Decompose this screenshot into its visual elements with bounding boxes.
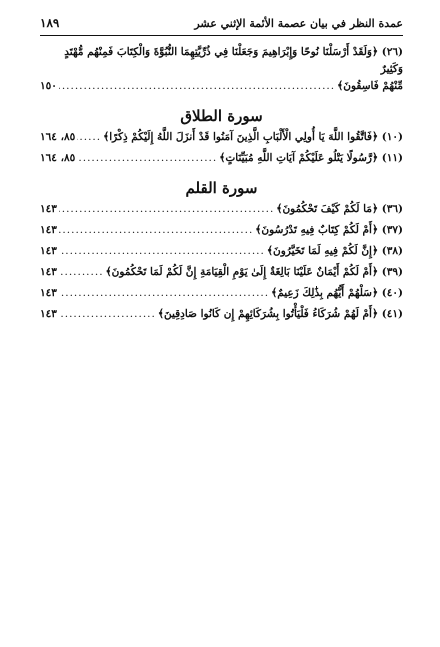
page-reference: ١٤٣ <box>40 266 57 278</box>
page-number: ١٨٩ <box>40 16 60 30</box>
verse-number: (١١) <box>381 152 403 164</box>
verse-text: ﴿أَمْ لَكُمْ كِتَابٌ فِيهِ تَدْرُسُونَ﴾ <box>255 224 379 236</box>
verse-text: ﴿فَاتَّقُوا اللَّهَ يَا أُولِي الْأَلْبَابِ الَّذِينَ آمَنُوا قَدْ أَنزَلَ اللَّهُ إِلَيْكُمْ ذِكْرًا﴾ <box>103 131 379 143</box>
verse-entry <box>40 129 403 146</box>
verse-text: ﴿أَمْ لَكُمْ أَيْمَانٌ عَلَيْنَا بَالِغَةٌ إِلَىٰ يَوْمِ الْقِيَامَةِ إِنَّ لَكُمْ لَمَا تَحْكُمُونَ﴾ <box>105 266 379 278</box>
verse-text: ﴿سَلْهُمْ أَيُّهُم بِذَٰلِكَ زَعِيمٌ﴾ <box>271 287 379 299</box>
surah-heading-talaq: سورة الطلاق <box>180 107 263 125</box>
verse-number: (٣٩) <box>381 266 403 278</box>
verse-text-line1: ﴿وَلَقَدْ أَرْسَلْنَا نُوحًا وَإِبْرَاهِيمَ وَجَعَلْنَا فِي ذُرِّيَّتِهِمَا النُّبُوَّةَ وَالْكِتَابَ فَمِنْهُم مُّهْتَدٍ وَكَثِيرٌ <box>64 46 403 75</box>
verse-entry <box>40 243 403 260</box>
page-reference: ١٤٣ <box>40 203 57 215</box>
dot-leader <box>77 129 101 146</box>
dot-leader <box>59 222 253 239</box>
verse-text: ﴿إِنَّ لَكُمْ فِيهِ لَمَا تَخَيَّرُونَ﴾ <box>266 245 379 257</box>
verse-number: (٣٨) <box>381 245 403 257</box>
dot-leader <box>59 243 265 260</box>
verse-entry <box>40 264 403 281</box>
page-reference: ١٤٣ <box>40 245 57 257</box>
verse-number: (٣٦) <box>381 203 403 215</box>
page-reference: ١٤٣ <box>40 308 57 320</box>
page-reference: ٨٥، ١٦٤ <box>40 131 76 143</box>
dot-leader <box>59 264 104 281</box>
header-title: عمدة النظر في بيان عصمة الأئمة الإثني عشر <box>194 17 403 30</box>
dot-leader <box>59 285 269 302</box>
verse-number: (١٠) <box>381 131 403 143</box>
verse-entry <box>40 201 403 218</box>
verse-entry <box>40 222 403 239</box>
verse-entry <box>40 285 403 302</box>
page-reference: ١٤٣ <box>40 224 57 236</box>
verse-number: (٣٧) <box>381 224 403 236</box>
page-reference: ٨٥، ١٦٤ <box>40 152 76 164</box>
verse-entry <box>40 150 403 167</box>
dot-leader <box>59 78 335 95</box>
page <box>40 16 403 323</box>
page-reference: ١٤٣ <box>40 287 57 299</box>
surah-heading-qalam: سورة القلم <box>185 179 258 197</box>
verse-text-line2: مِّنْهُمْ فَاسِقُونَ﴾ <box>337 80 403 92</box>
running-header <box>40 16 403 36</box>
page-reference: ١٥٠ <box>40 80 57 92</box>
dot-leader <box>59 306 156 323</box>
verse-text: ﴿أَمْ لَهُمْ شُرَكَاءُ فَلْيَأْتُوا بِشُرَكَائِهِمْ إِن كَانُوا صَادِقِينَ﴾ <box>157 308 379 320</box>
verse-number: (٤١) <box>381 308 403 320</box>
verse-text: ﴿مَا لَكُمْ كَيْفَ تَحْكُمُونَ﴾ <box>276 203 379 215</box>
verse-number: (٤٠) <box>381 287 403 299</box>
verse-entry-26 <box>40 44 403 95</box>
verse-number: (٢٦) <box>381 46 403 58</box>
dot-leader <box>77 150 217 167</box>
dot-leader <box>59 201 274 218</box>
verse-text: ﴿رَّسُولًا يَتْلُو عَلَيْكُمْ آيَاتِ اللَّهِ مُبَيِّنَاتٍ﴾ <box>219 152 379 164</box>
verse-entry <box>40 306 403 323</box>
